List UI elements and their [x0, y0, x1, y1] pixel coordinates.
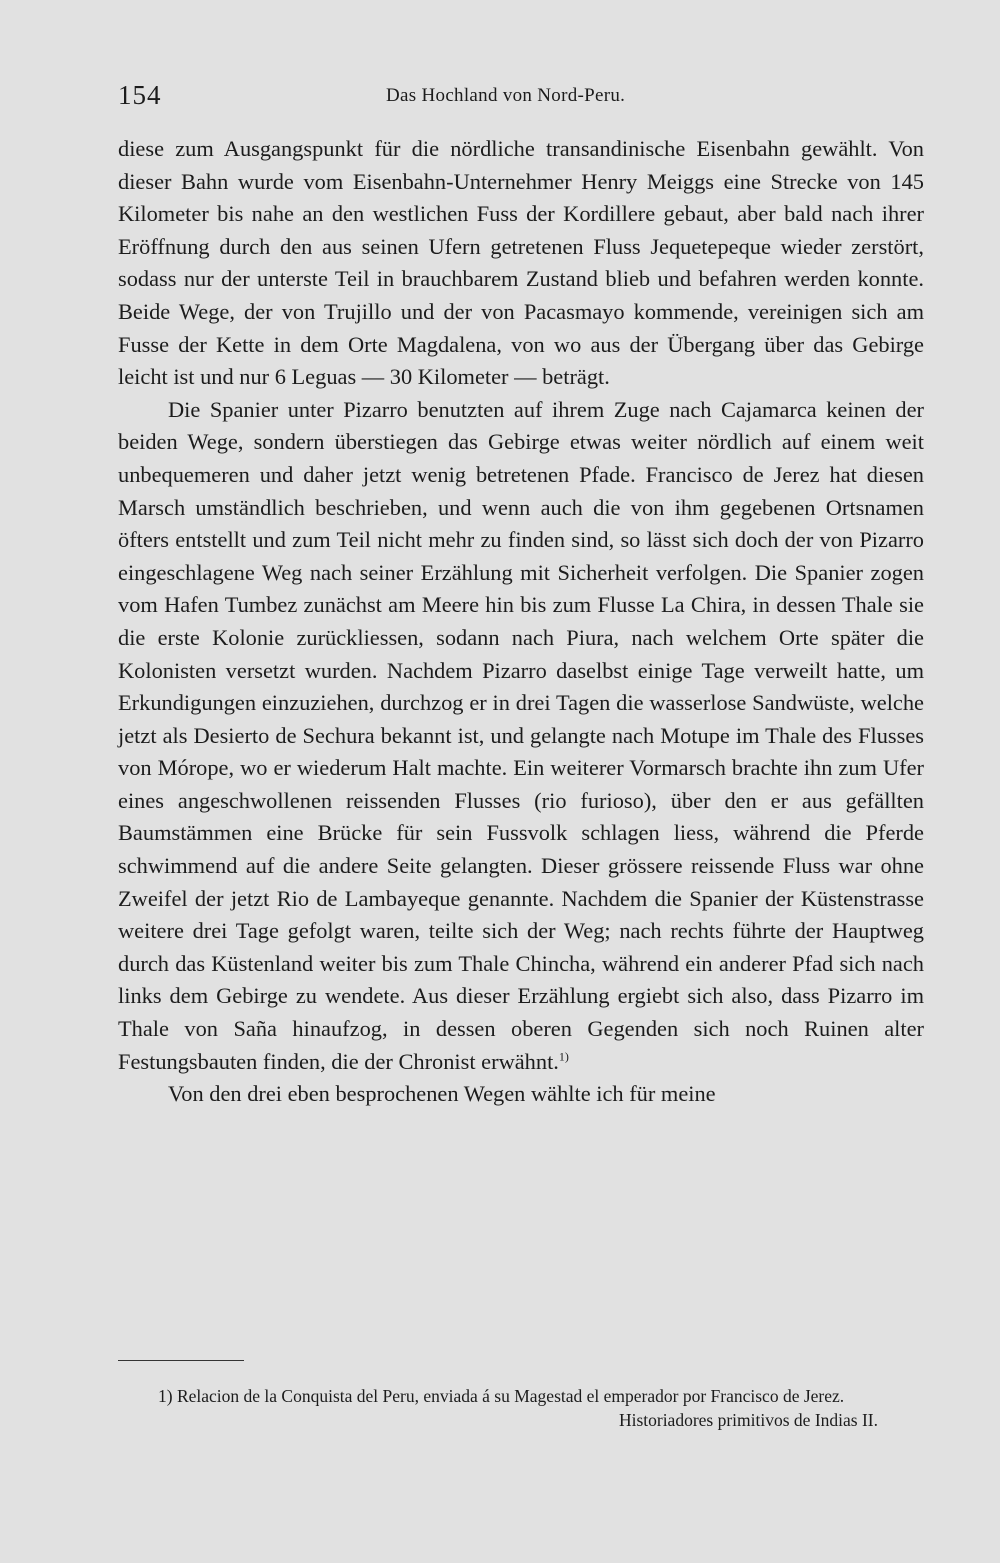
- paragraph-2-text: Die Spanier unter Pizarro benutzten auf ihrem Zuge nach Cajamarca keinen der beiden Wege, sondern überstiegen das Gebirge etwas weiter nördlich auf einem weit unbequemeren und daher jetzt wenig betretenen Pfade. Francisco de Jerez hat diesen Marsch umständlich beschrieben, und wenn auch die von ihm gegebenen Ortsnamen öfters entstellt und zum Teil nicht mehr zu finden sind, so lässt sich doch der von Pizarro eingeschlagene Weg nach seiner Erzählung mit Sicherheit verfolgen. Die Spanier zogen vom Hafen Tumbez zunächst am Meere hin bis zum Flusse La Chira, in dessen Thale sie die erste Kolonie zurückliessen, sodann nach Piura, nach welchem Orte später die Kolonisten versetzt wurden. Nachdem Pizarro daselbst einige Tage verweilt hatte, um Erkundigungen einzuziehen, durchzog er in drei Tagen die wasserlose Sandwüste, welche jetzt als Desierto de Sechura bekannt ist, und gelangte nach Motupe im Thale des Flusses von Mórope, wo er wiederum Halt machte. Ein weiterer Vormarsch brachte ihn zum Ufer eines angeschwollenen reissenden Flusses (rio furioso), über den er aus gefällten Baumstämmen eine Brücke für sein Fussvolk schlagen liess, während die Pferde schwimmend auf die andere Seite gelangten. Dieser grössere reissende Fluss war ohne Zweifel der jetzt Rio de Lambayeque genannte. Nachdem die Spanier der Küstenstrasse weitere drei Tage gefolgt waren, teilte sich der Weg; nach rechts führte der Hauptweg durch das Küstenland weiter bis zum Thale Chincha, während ein anderer Pfad sich nach links dem Gebirge zu wendete. Aus dieser Erzählung ergiebt sich also, dass Pizarro im Thale von Saña hinaufzog, in dessen oberen Gegenden sich noch Ruinen alter Festungsbauten finden, die der Chronist erwähnt.: [118, 396, 924, 1074]
- page-number: 154: [118, 80, 162, 110]
- footnote-1-text: Relacion de la Conquista del Peru, enviada á su Magestad el emperador por Francisco de Jerez.: [176, 1386, 845, 1406]
- page-header: [118, 80, 928, 116]
- footnote-1-source: Historiadores primitivos de Indias II.: [618, 1410, 878, 1430]
- footnotes: [118, 1384, 924, 1432]
- paragraph-2: [118, 394, 924, 1078]
- footnote-divider: [118, 1360, 244, 1361]
- footnote-1-label: 1): [158, 1386, 173, 1406]
- paragraph-3: Von den drei eben besprochenen Wegen wählte ich für meine: [168, 1081, 716, 1107]
- footnote-reference[interactable]: 1): [558, 1049, 569, 1064]
- body-text: [118, 133, 924, 1111]
- running-head: Das Hochland von Nord-Peru.: [386, 85, 626, 106]
- footnote-1: [118, 1384, 924, 1432]
- paragraph-1: diese zum Ausgangspunkt für die nördliche transandinische Eisenbahn gewählt. Von dieser Bahn wurde vom Eisenbahn-Unternehmer Henry Meiggs eine Strecke von 145 Kilometer bis nahe an den westlichen Fuss der Kordillere gebaut, aber bald nach ihrer Eröffnung durch den aus seinen Ufern getretenen Fluss Jequetepeque wieder zerstört, sodass nur der unterste Teil in brauchbarem Zustand blieb und befahren werden konnte. Beide Wege, der von Trujillo und der von Pacasmayo kommende, vereinigen sich am Fusse der Kette in dem Orte Magdalena, von wo aus der Übergang über das Gebirge leicht ist und nur 6 Leguas — 30 Kilometer — beträgt.: [118, 136, 924, 390]
